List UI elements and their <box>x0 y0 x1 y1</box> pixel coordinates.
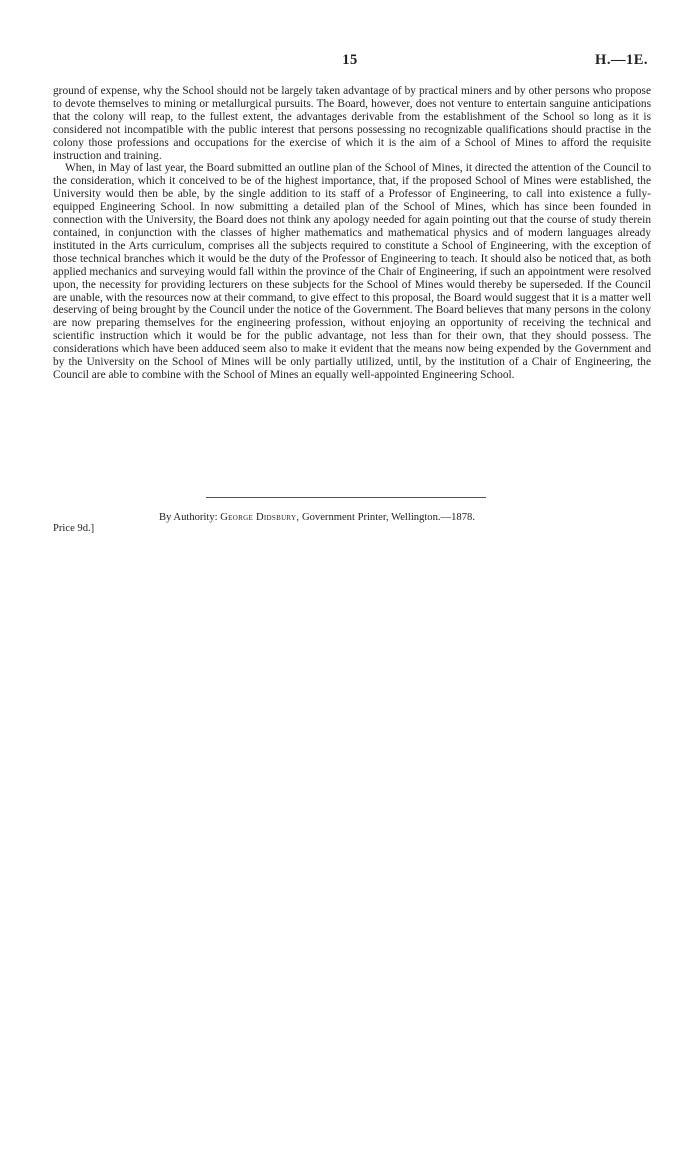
paragraph-2: When, in May of last year, the Board submitted an outline plan of the School of Mines, it directed the attention of the Council to the consideration, which it conceived to be of the highest importance, that, if the proposed School of Mines were established, the University would then be able, by the single addition to its staff of a Professor of Engineering, to call into existence a fully-equipped Engineering School. In now submitting a detailed plan of the School of Mines, which has since been founded in connection with the University, the Board does not think any apology needed for again pointing out that the course of study therein contained, in conjunction with the classes of higher mathematics and mathematical physics and of modern languages already instituted in the Arts curriculum, comprises all the subjects required to constitute a School of Engineering, with the exception of those technical branches which it would be the duty of the Professor of Engineering to teach. It should also be noticed that, as both applied mechanics and surveying would fall within the province of the Chair of Engineering, if such an appointment were resolved upon, the necessity for providing lecturers on these subjects for the School of Mines would thereby be superseded. If the Council are unable, with the resources now at their command, to give effect to this proposal, the Board would suggest that it is a matter well deserving of being brought by the Council under the notice of the Government. The Board believes that many persons in the colony are now preparing themselves for the engineering profession, without enjoying an opportunity of receiving the technical and scientific instruction which it would be for the public advantage, not less than for their own, that they should possess. The considerations which have been adduced seem also to make it evident that the means now being expended by the Government and by the University on the School of Mines will be only partially utilized, until, by the institution of a Chair of Engineering, the Council are able to combine with the School of Mines an equally well-appointed Engineering School. <box>53 162 651 381</box>
page-number: 15 <box>342 52 358 68</box>
body-text <box>53 85 651 382</box>
document-reference: H.—1E. <box>595 52 648 68</box>
paragraph-1: ground of expense, why the School should not be largely taken advantage of by practical miners and by other persons who propose to devote themselves to mining or metallurgical pursuits. The Board, however, does not venture to entertain sanguine anticipations that the colony will reap, to the fullest extent, the advantages derivable from the establishment of the School so long as it is considered not incompatible with the public interest that persons possessing no recognizable qualifications should practise in the colony those professions and occupations for the exercise of which it is the aim of a School of Mines to afford the requisite instruction and training. <box>53 85 651 162</box>
imprint-suffix: Government Printer, Wellington.—1878. <box>301 512 475 523</box>
printer-imprint <box>159 512 475 523</box>
printer-name: George Didsbury, <box>220 512 300 523</box>
imprint-prefix: By Authority: <box>159 512 218 523</box>
divider-rule <box>206 497 486 498</box>
price-label: Price 9d.] <box>53 523 95 534</box>
